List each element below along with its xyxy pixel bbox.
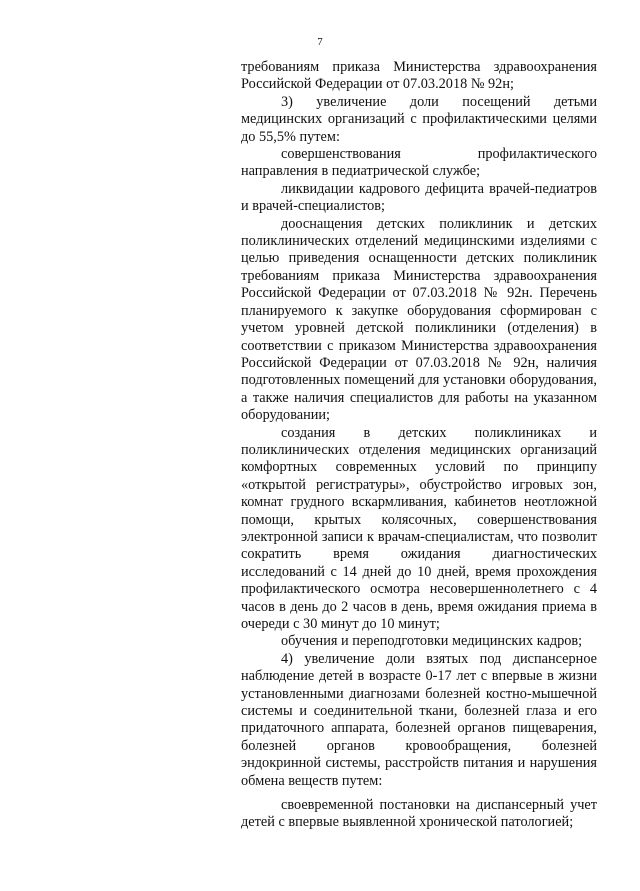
paragraph-2: 3) увеличение доли посещений детьми медицинских организаций с профилактическими целями до 55,5% путем: bbox=[241, 93, 597, 145]
paragraph-9: своевременной постановки на диспансерный учет детей с впервые выявленной хронической патологией; bbox=[241, 797, 597, 831]
paragraph-1: требованиям приказа Министерства здравоохранения Российской Федерации от 07.03.2018 № 92н; bbox=[241, 59, 597, 93]
paragraph-6: создания в детских поликлиниках и поликлинических отделения медицинских организаций комфортных современных условий по принципу «открытой регистратуры», обустройство игровых зон, комнат грудного вскармливания, кабинетов неотложной помощи, крытых колясочных, совершенствования электронной записи к врачам-специалистам, что позволит сократить время ожидания диагностических исследований с 14 дней до 10 дней, время прохождения профилактического осмотра несовершеннолетнего с 4 часов в день до 2 часов в день, время ожидания приема в очереди с 30 минут до 10 минут; bbox=[241, 424, 597, 632]
document-body bbox=[241, 59, 597, 832]
paragraph-4: ликвидации кадрового дефицита врачей-педиатров и врачей-специалистов; bbox=[241, 180, 597, 215]
paragraph-8: 4) увеличение доли взятых под диспансерное наблюдение детей в возрасте 0-17 лет с впервые в жизни установленными диагнозами болезней костно-мышечной системы и соединительной ткани, болезней глаза и его придаточного аппарата, болезней органов пищеварения, болезней органов кровообращения, болезней эндокринной системы, расстройств питания и нарушения обмена веществ путем: bbox=[241, 650, 597, 789]
paragraph-3: совершенствования профилактического направления в педиатрической службе; bbox=[241, 146, 597, 180]
paragraph-5: дооснащения детских поликлиник и детских поликлинических отделений медицинскими изделиями с целью приведения оснащенности детских поликлиник требованиям приказа Министерства здравоохранения Российской Федерации от 07.03.2018 № 92н. Перечень планируемого к закупке оборудования сформирован с учетом уровней детской поликлиники (отделения) в соответствии с приказом Министерства здравоохранения Российской Федерации от 07.03.2018 № 92н, наличия подготовленных помещений для установки оборудования, а также наличия специалистов для работы на указанном оборудовании; bbox=[241, 215, 597, 424]
paragraph-7: обучения и переподготовки медицинских кадров; bbox=[281, 633, 583, 650]
page-number: 7 bbox=[317, 36, 323, 48]
